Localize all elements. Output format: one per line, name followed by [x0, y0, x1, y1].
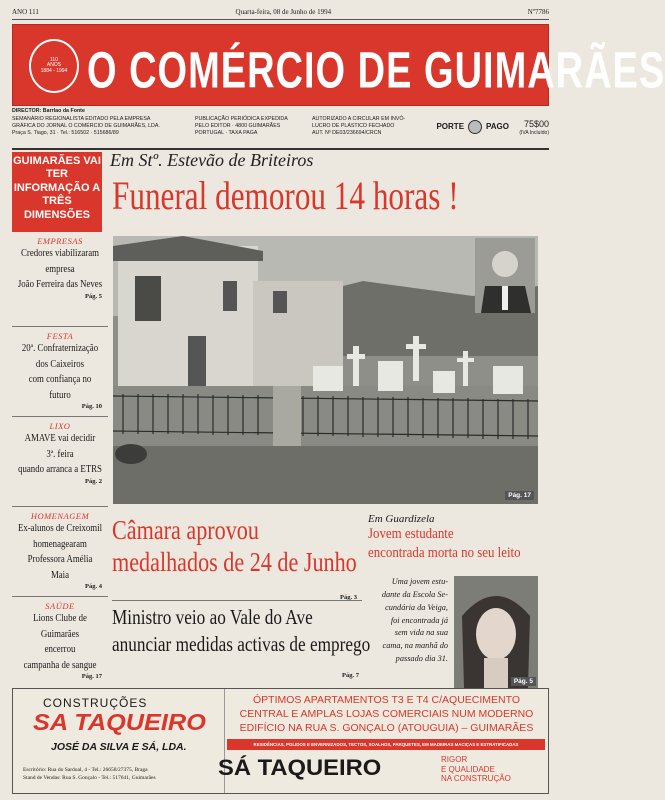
guardizela-kicker: Em Guardizela [368, 513, 435, 525]
price: 75$00 (IVA Incluído) [519, 119, 549, 137]
portrait-illustration [454, 576, 538, 688]
ad-company-block [13, 689, 225, 793]
sidebar-item-saude: SAÚDE Lions Clube de Guimarães encerrou campanha de sangue Pág. 17 [12, 596, 108, 680]
masthead [12, 24, 665, 106]
sidebar-item-lixo: LIXO AMAVE vai decidir 3ª. feira quando arranca a ETRS Pág. 2 [12, 416, 108, 485]
ad-address-office: Escritório: Rua do Sardoal, 4 - Tel.: 26658/27375, Braga [23, 767, 148, 773]
issue-year: ANO 111 [12, 8, 39, 16]
ad-main-text: ÓPTIMOS APARTAMENTOS T3 E T4 C/AQUECIMENTO CENTRAL E AMPLAS LOJAS COMERCIAIS NUM MODERNO EDIFÍCIO NA RUA S. GONÇALO (ATOUGUIA) – GUIMARÃES [239, 694, 534, 735]
ministro-page-ref: Pág. 7 [342, 672, 359, 679]
feature-banner: GUIMARÃES VAI TER INFORMAÇÃO A TRÊS DIMENSÕES [12, 152, 102, 232]
photo-page-ref: Pág. 17 [505, 491, 534, 500]
sidebar-item-empresas: EMPRESAS Credores viabilizaram empresa João Ferreira das Neves Pág. 5 [17, 236, 103, 300]
guardizela-headline: Jovem estudante encontrada morta no seu leito [368, 526, 521, 561]
date-line [12, 8, 549, 20]
cemetery-scene-illustration [113, 236, 538, 504]
ad-brand-logo: SA TAQUEIRO [33, 709, 206, 735]
publication-info [12, 108, 549, 150]
newspaper-title: O COMÉRCIO DE GUIMARÃES [87, 43, 665, 100]
headline-kicker: Em Stº. Estevão de Briteiros [110, 150, 314, 170]
advertisement [12, 688, 549, 794]
guardizela-body: Uma jovem estu- dante da Escola Se- cundária da Veiga, foi encontrada já sem vida na sua cama, na manhã do passado dia 31. [381, 577, 448, 664]
ad-address-stand: Stand de Vendas: Rua S. Gonçalo - Tel.: 517641, Guimarães [23, 775, 156, 781]
ad-construcoes: CONSTRUÇÕES [43, 696, 148, 710]
ad-brand-secondary: SÁ TAQUEIRO [218, 755, 382, 780]
sidebar-item-homenagem: HOMENAGEM Ex-alunos de Creixomil homenagearam Professora Amélia Maia Pág. 4 [12, 506, 108, 590]
camara-page-ref: Pág. 3 [340, 594, 357, 601]
issue-number: Nº7786 [527, 8, 549, 16]
guardizela-story [368, 513, 540, 685]
ad-company-name: JOSÉ DA SILVA E SÁ, LDA. [51, 741, 187, 753]
porte-pago-stamp: PORTE PAGO [436, 120, 509, 134]
camara-headline: Câmara aprovou medalhados de 24 de Junho [112, 515, 357, 578]
issue-date: Quarta-feira, 08 de Junho de 1994 [235, 8, 332, 16]
main-headline: Funeral demorou 14 horas ! [112, 173, 459, 218]
postal-emblem-icon [468, 120, 482, 134]
postal-info: PUBLICAÇÃO PERIÓDICA EXPEDIDA PELO EDITOR · 4800 GUIMARÃES PORTUGAL · TAXA PAGA [195, 116, 288, 137]
ad-slogan: RIGOR E QUALIDADE NA CONSTRUÇÃO [441, 755, 511, 784]
student-portrait: Pág. 5 [454, 576, 538, 688]
authorization-info: AUTORIZADO A CIRCULAR EM INVÓ- LUCRO DE PLÁSTICO FECHADO AUT. Nº DE03/236694/CRCN [312, 116, 406, 137]
divider [112, 600, 362, 601]
ministro-headline: Ministro veio ao Vale do Ave anunciar medidas activas de emprego [112, 605, 371, 656]
ad-services-strip: RESIDÊNCIAS, POLIDOS E ENVERNIZADOS, TECTOS, SOALHOS, PARQUETES, EM MADEIRAS MACIÇAS E ESTRATIFICADAS [227, 739, 545, 750]
publisher-info: SEMANÁRIO REGIONALISTA EDITADO PELA EMPRESA GRÁFICA DO JORNAL O COMÉRCIO DE GUIMARÃES, LDA. Praça S. Tiago, 31 · Tel.: 516502 · 515686/89 [12, 116, 160, 137]
sidebar-item-festa: FESTA 20ª. Confraternização dos Caixeiros com confiança no futuro Pág. 10 [12, 326, 108, 410]
anniversary-seal: 110 ANOS 1884 - 1994 [29, 39, 79, 93]
director-line: DIRECTOR: Barrlao da Fonte [12, 108, 85, 114]
cemetery-photo [113, 236, 538, 504]
